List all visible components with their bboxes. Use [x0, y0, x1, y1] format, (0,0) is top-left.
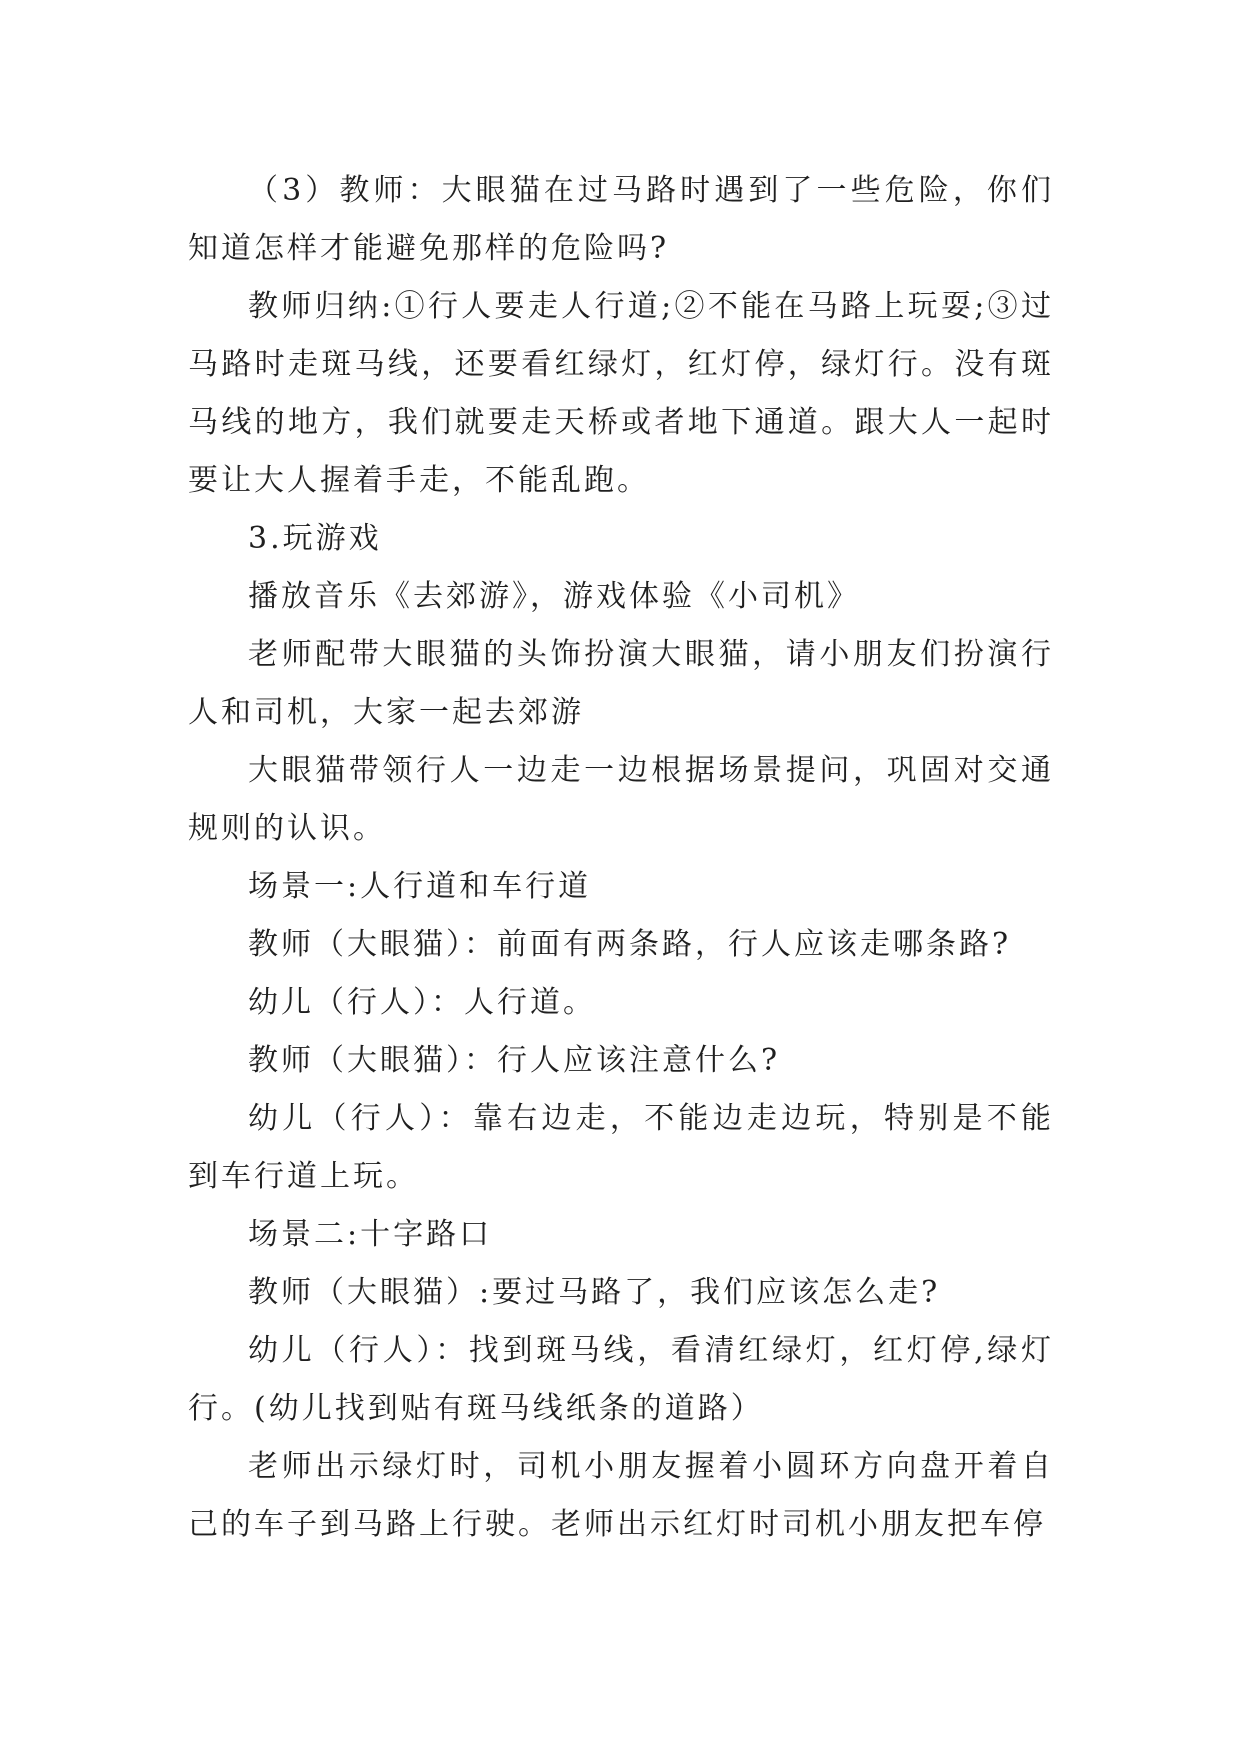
paragraph-driving-game: 老师出示绿灯时，司机小朋友握着小圆环方向盘开着自己的车子到马路上行驶。老师出示红灯时司机小朋友把车停	[188, 1449, 1054, 1542]
dialogue-child-3: 幼儿（行人）：找到斑马线，看清红绿灯，红灯停,绿灯行。(幼儿找到贴有斑马线纸条的道路）	[188, 1333, 1054, 1426]
dialogue-child-1: 幼儿（行人）：人行道。	[248, 985, 596, 1020]
dialogue-teacher-1: 教师（大眼猫）：前面有两条路，行人应该走哪条路?	[248, 927, 1012, 962]
document-page	[188, 162, 1054, 1554]
scene-two-heading: 场景二:十字路口	[248, 1217, 493, 1252]
paragraph-scene-questions: 大眼猫带领行人一边走一边根据场景提问，巩固对交通规则的认识。	[188, 753, 1054, 846]
paragraph-roleplay-setup: 老师配带大眼猫的头饰扮演大眼猫，请小朋友们扮演行人和司机，大家一起去郊游	[188, 637, 1054, 730]
paragraph-teacher-summary: 教师归纳:①行人要走人行道;②不能在马路上玩耍;③过马路时走斑马线，还要看红绿灯，红灯停，绿灯行。没有斑马线的地方，我们就要走天桥或者地下通道。跟大人一起时要让大人握着手走，不能乱跑。	[188, 289, 1054, 498]
dialogue-child-2: 幼儿（行人）：靠右边走，不能边走边玩，特别是不能到车行道上玩。	[188, 1101, 1054, 1194]
dialogue-teacher-2: 教师（大眼猫）：行人应该注意什么?	[248, 1043, 781, 1078]
scene-one-heading: 场景一:人行道和车行道	[248, 869, 592, 904]
paragraph-play-music: 播放音乐《去郊游》，游戏体验《小司机》	[248, 579, 860, 614]
section-heading-play-game: 3.玩游戏	[248, 521, 382, 556]
dialogue-teacher-3: 教师（大眼猫）:要过马路了，我们应该怎么走?	[248, 1275, 941, 1310]
paragraph-question-3: （3）教师：大眼猫在过马路时遇到了一些危险，你们知道怎样才能避免那样的危险吗?	[188, 173, 1054, 266]
